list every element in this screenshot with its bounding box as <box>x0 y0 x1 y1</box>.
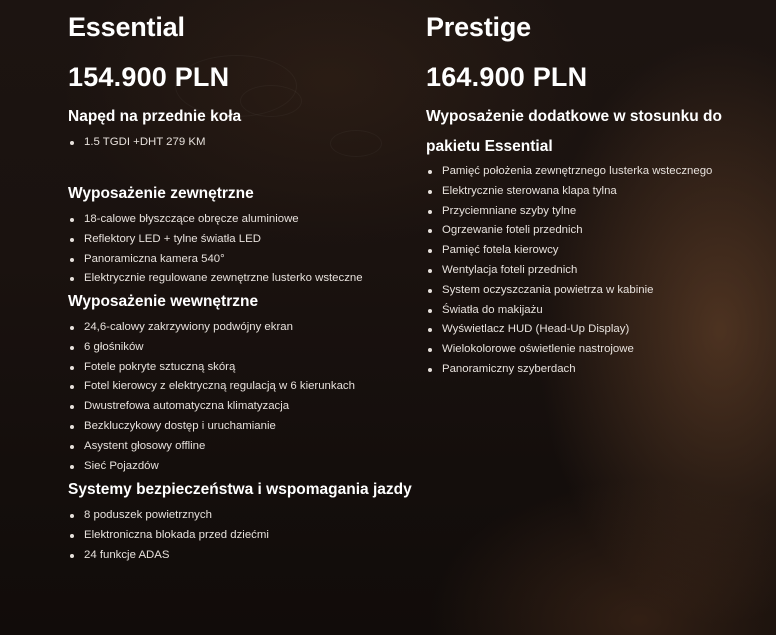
list-item <box>426 221 712 241</box>
list-item <box>68 546 269 566</box>
list-item-label: Sieć Pojazdów <box>84 459 159 472</box>
list-item <box>68 338 355 358</box>
prestige-package-name: Prestige <box>426 12 531 42</box>
list-item-label: Reflektory LED + tylne światła LED <box>84 232 261 245</box>
list-item-label: Wyświetlacz HUD (Head-Up Display) <box>442 323 630 336</box>
list-item <box>68 437 355 457</box>
list-item <box>68 526 269 546</box>
list-item-label: 6 głośników <box>84 340 144 353</box>
background-ornament <box>240 85 302 117</box>
list-item-label: System oczyszczania powietrza w kabinie <box>442 283 654 296</box>
bullet-icon <box>70 425 74 429</box>
drivetrain-section-title: Napęd na przednie koła <box>68 108 242 125</box>
bullet-icon <box>70 534 74 538</box>
list-item-label: Elektroniczna blokada przed dziećmi <box>84 528 269 541</box>
list-item-label: Wielokolorowe oświetlenie nastrojowe <box>442 343 634 356</box>
list-item-label: 24,6-calowy zakrzywiony podwójny ekran <box>84 321 293 333</box>
safety-section-title: Systemy bezpieczeństwa i wspomagania jazdy <box>68 481 412 498</box>
bullet-icon <box>70 465 74 469</box>
bullet-icon <box>428 309 432 313</box>
list-item-label: Przyciemniane szyby tylne <box>442 204 577 217</box>
bullet-icon <box>70 346 74 350</box>
list-item <box>426 360 712 380</box>
list-item-label: Bezkluczykowy dostęp i uruchamianie <box>84 419 276 432</box>
list-item <box>68 318 355 338</box>
list-item-label: Pamięć fotela kierowcy <box>442 244 559 257</box>
bullet-icon <box>70 277 74 281</box>
bullet-icon <box>70 366 74 370</box>
prestige-package-price: 164.900 PLN <box>426 62 588 92</box>
list-item <box>68 358 355 378</box>
list-item <box>68 506 269 526</box>
list-item <box>426 202 712 222</box>
list-item-label: Asystent głosowy offline <box>84 439 206 452</box>
bullet-icon <box>428 289 432 293</box>
bullet-icon <box>70 141 74 145</box>
bullet-icon <box>70 238 74 242</box>
bullet-icon <box>70 258 74 262</box>
list-item-label: Panoramiczny szyberdach <box>442 362 576 375</box>
bullet-icon <box>70 405 74 409</box>
list-item-label: Wentylacja foteli przednich <box>442 263 578 276</box>
list-item <box>426 261 712 281</box>
bullet-icon <box>428 170 432 174</box>
list-item <box>68 133 205 153</box>
list-item <box>68 457 355 477</box>
list-item-label: Światła do makijażu <box>442 303 543 316</box>
bullet-icon <box>70 385 74 389</box>
bullet-icon <box>70 445 74 449</box>
bullet-icon <box>428 229 432 233</box>
background-ornament <box>330 130 382 157</box>
bullet-icon <box>428 368 432 372</box>
list-item-label: Pamięć położenia zewnętrznego lusterka wstecznego <box>442 165 713 177</box>
bullet-icon <box>428 328 432 332</box>
list-item <box>68 210 363 230</box>
list-item <box>68 269 363 289</box>
list-item <box>426 281 712 301</box>
list-item <box>68 230 363 250</box>
list-item <box>68 250 363 270</box>
essential-package-name: Essential <box>68 12 185 42</box>
bullet-icon <box>428 269 432 273</box>
interior-section-title: Wyposażenie wewnętrzne <box>68 293 259 310</box>
exterior-list <box>68 210 363 289</box>
list-item-label: Elektrycznie sterowana klapa tylna <box>442 184 617 197</box>
list-item <box>426 340 712 360</box>
list-item <box>426 182 712 202</box>
bullet-icon <box>428 249 432 253</box>
list-item-label: Ogrzewanie foteli przednich <box>442 224 583 237</box>
bullet-icon <box>70 554 74 558</box>
interior-list <box>68 318 355 476</box>
list-item-label: Dwustrefowa automatyczna klimatyzacja <box>84 400 290 413</box>
drivetrain-list <box>68 133 205 153</box>
safety-list <box>68 506 269 565</box>
list-item <box>426 241 712 261</box>
list-item <box>68 397 355 417</box>
bullet-icon <box>70 218 74 222</box>
list-item <box>68 377 355 397</box>
list-item-label: Elektrycznie regulowane zewnętrzne lusterko wsteczne <box>84 272 363 285</box>
list-item-label: 1.5 TGDI +DHT 279 KM <box>84 136 206 148</box>
list-item <box>426 320 712 340</box>
bullet-icon <box>428 348 432 352</box>
list-item-label: 18-calowe błyszczące obręcze aluminiowe <box>84 213 299 225</box>
essential-package-price: 154.900 PLN <box>68 62 230 92</box>
list-item <box>426 301 712 321</box>
list-item-label: 24 funkcje ADAS <box>84 548 170 561</box>
bullet-icon <box>428 210 432 214</box>
list-item-label: Fotele pokryte sztuczną skórą <box>84 360 236 373</box>
list-item <box>426 162 712 182</box>
additional-equipment-section-title: Wyposażenie dodatkowe w stosunku do pakietu Essential <box>426 108 722 155</box>
list-item-label: 8 poduszek powietrznych <box>84 509 212 521</box>
bullet-icon <box>428 190 432 194</box>
bullet-icon <box>70 326 74 330</box>
additional-equipment-list <box>426 162 712 380</box>
list-item <box>68 417 355 437</box>
bullet-icon <box>70 514 74 518</box>
list-item-label: Panoramiczna kamera 540° <box>84 252 225 265</box>
exterior-section-title: Wyposażenie zewnętrzne <box>68 185 254 202</box>
list-item-label: Fotel kierowcy z elektryczną regulacją w 6 kierunkach <box>84 380 355 393</box>
